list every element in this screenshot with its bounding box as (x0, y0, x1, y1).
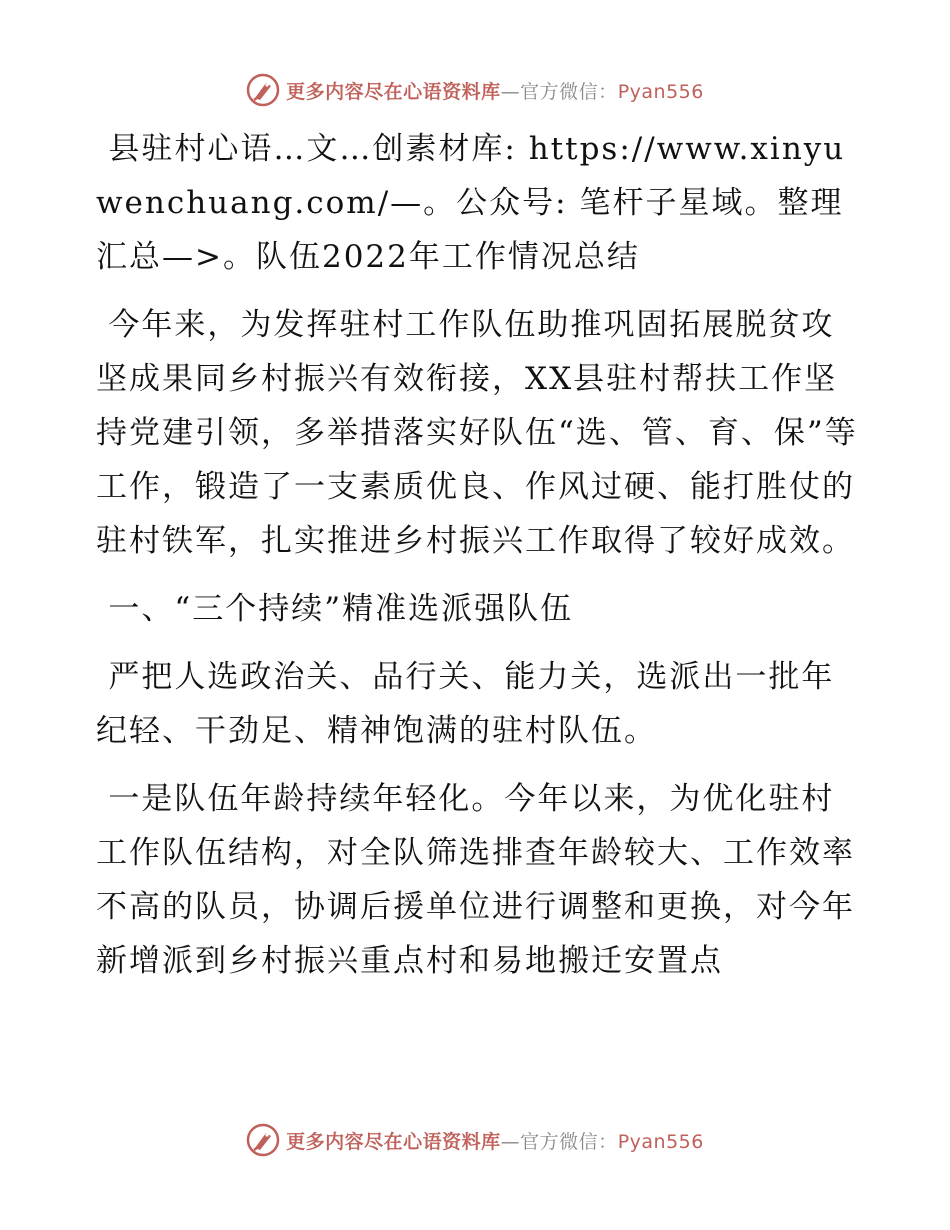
paragraph-section-1-intro: 严把人选政治关、品行关、能力关，选派出一批年纪轻、干劲足、精神饱满的驻村队伍。 (96, 659, 835, 749)
section-heading-1: 一、“三个持续”精准选派强队伍 (108, 591, 574, 627)
banner-wechat-label: 官方微信： (520, 80, 618, 103)
footer-banner (0, 1118, 950, 1162)
header-banner (0, 68, 950, 112)
banner-dash: — (500, 80, 521, 103)
footer-banner-inner (246, 1123, 704, 1157)
banner-wechat-label: 官方微信： (520, 1130, 618, 1153)
paragraph-title: 县驻村心语…文…创素材库: https://www.xinyuwenchuang.com/—。公众号: 笔杆子星域。整理汇总—>。队伍2022年工作情况总结 (96, 131, 846, 275)
banner-dash: — (500, 1130, 521, 1153)
banner-wechat-id: Pyan556 (617, 80, 704, 103)
banner-main-text: 更多内容尽在心语资料库 (286, 1130, 501, 1153)
header-banner-inner (246, 73, 704, 107)
pen-nib-logo-icon (246, 1123, 280, 1157)
document-body (96, 122, 866, 1002)
paragraph-intro: 今年来，为发挥驻村工作队伍助推巩固拓展脱贫攻坚成果同乡村振兴有效衔接，XX县驻村帮扶工作坚持党建引领，多举措落实好队伍“选、管、育、保”等工作，锻造了一支素质优良、作风过硬、能打胜仗的驻村铁军，扎实推进乡村振兴工作取得了较好成效。 (96, 307, 858, 559)
pen-nib-logo-icon (246, 73, 280, 107)
banner-wechat-id: Pyan556 (617, 1130, 704, 1153)
header-banner-text (286, 77, 704, 104)
footer-banner-text (286, 1127, 704, 1154)
banner-main-text: 更多内容尽在心语资料库 (286, 80, 501, 103)
paragraph-point-1: 一是队伍年龄持续年轻化。今年以来，为优化驻村工作队伍结构，对全队筛选排查年龄较大、工作效率不高的队员，协调后援单位进行调整和更换，对今年新增派到乡村振兴重点村和易地搬迁安置点 (96, 781, 855, 979)
